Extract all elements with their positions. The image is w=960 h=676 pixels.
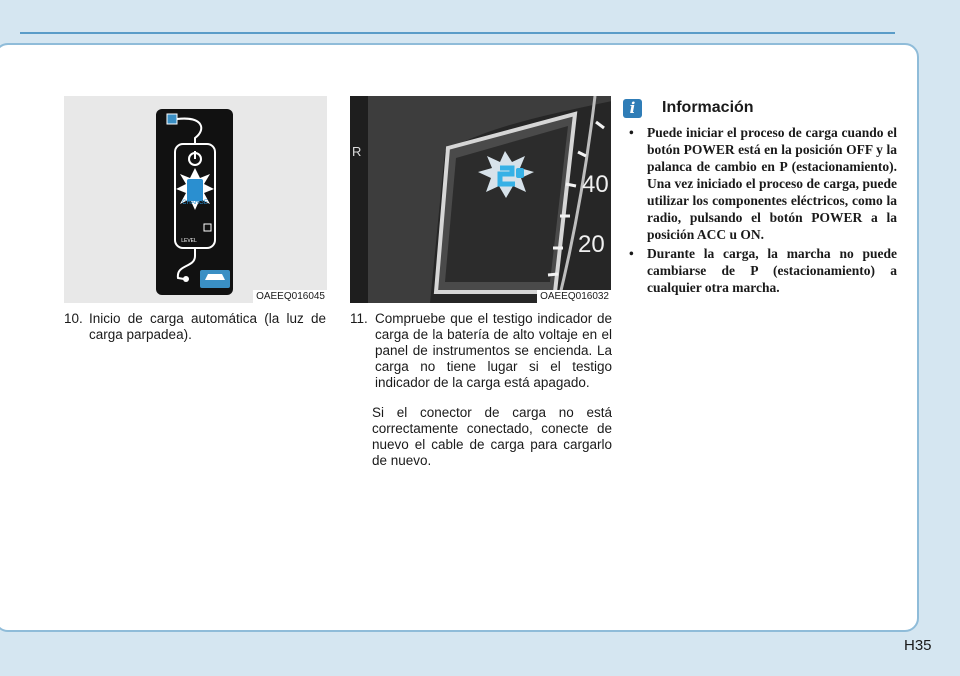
header-rule	[20, 32, 895, 34]
step-column-2	[350, 311, 612, 469]
charge-label: CHARGE	[182, 200, 208, 206]
step-number: 10.	[64, 311, 83, 326]
figure-code: OAEEQ016032	[537, 290, 611, 303]
step-item	[350, 311, 612, 391]
socket-icon	[167, 114, 177, 124]
step-note: Si el conector de carga no está correctamente conectado, conecte de nuevo el cable de carga para cargarlo de nuevo.	[372, 405, 612, 468]
info-bullet	[621, 245, 897, 296]
speed-label-40: 40	[582, 171, 609, 198]
step-text: Inicio de carga automática (la luz de carga parpadea).	[89, 311, 326, 342]
battery-icon	[187, 179, 203, 201]
figure-charging-phone	[64, 96, 327, 303]
charging-illustration	[64, 96, 327, 303]
info-bullet	[621, 124, 897, 243]
step-column-1	[64, 311, 326, 343]
info-header	[621, 96, 897, 120]
info-title: Información	[662, 99, 754, 116]
charge-indicator-icon	[500, 168, 515, 184]
speed-label-20: 20	[578, 231, 605, 258]
gear-label: R	[352, 144, 362, 159]
step-item	[64, 311, 326, 343]
figure-instrument-cluster	[350, 96, 611, 303]
bullet-symbol: •	[629, 246, 634, 261]
info-icon: i	[623, 99, 642, 118]
information-box	[621, 96, 897, 298]
bullet-symbol: •	[629, 125, 634, 140]
level-label: LEVEL	[181, 238, 197, 244]
bullet-text: Durante la carga, la marcha no puede cambiarse de P (estacionamiento) a cualquier otra marcha.	[647, 246, 897, 295]
step-number: 11.	[350, 311, 368, 326]
figure-code: OAEEQ016045	[253, 290, 327, 303]
page-number: H35	[904, 637, 932, 654]
bullet-text: Puede iniciar el proceso de carga cuando el botón POWER está en la posición OFF y la palanca de cambio en P (estacionamiento). Una vez iniciado el proceso de carga, puede utilizar los componentes eléctricos, como la radio, pulsando el botón POWER a la posición ACC u ON.	[647, 125, 897, 242]
info-list	[621, 124, 897, 296]
cluster-illustration	[350, 96, 611, 303]
step-text: Compruebe que el testigo indicador de carga de la batería de alto voltaje en el panel de instrumentos se encienda. La carga no tiene lugar si el testigo indicador de la carga está apagado.	[375, 311, 612, 390]
